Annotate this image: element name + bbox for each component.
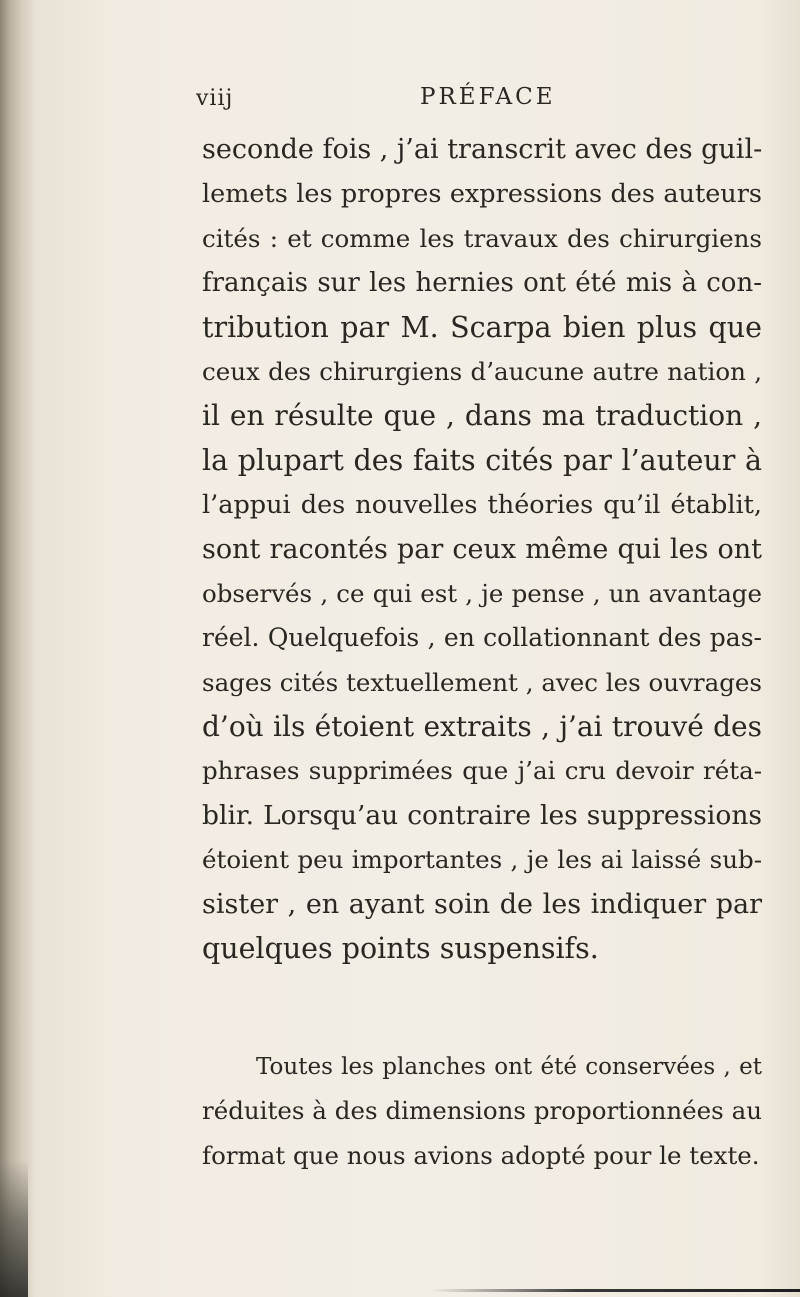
text-line: format que nous avions adopté pour le texte.	[202, 1140, 760, 1170]
page-header	[196, 84, 600, 114]
page-number: viij	[196, 86, 234, 111]
text-line: observés , ce qui est , je pense , un avantage	[202, 578, 762, 608]
text-line: réduites à des dimensions proportionnées au	[202, 1096, 762, 1126]
text-line: il en résulte que , dans ma traduction ,	[202, 399, 762, 433]
text-line: français sur les hernies ont été mis à con-	[202, 268, 762, 299]
text-line: sont racontés par ceux même qui les ont	[202, 533, 762, 565]
text-line: ceux des chirurgiens d’aucune autre nation ,	[202, 356, 762, 386]
text-line: Toutes les planches ont été conservées , et	[256, 1054, 762, 1080]
text-line: réel. Quelquefois , en collationnant des pas-	[202, 623, 762, 653]
text-line: seconde fois , j’ai transcrit avec des guil-	[202, 134, 763, 165]
page-bottom-edge	[430, 1289, 800, 1292]
text-line: d’où ils étoient extraits , j’ai trouvé des	[202, 710, 762, 744]
page-binding-shadow	[0, 0, 34, 1297]
text-line: sages cités textuellement , avec les ouvrages	[202, 667, 762, 697]
page-corner-shadow	[0, 1160, 28, 1297]
paragraph-2	[202, 1045, 762, 1178]
text-line: cités : et comme les travaux des chirurgiens	[202, 223, 762, 253]
text-line: tribution par M. Scarpa bien plus que	[202, 310, 762, 344]
text-line: l’appui des nouvelles théories qu’il établit,	[202, 490, 762, 521]
text-line: la plupart des faits cités par l’auteur à	[202, 443, 762, 477]
text-line: quelques points suspensifs.	[202, 932, 599, 966]
text-line: phrases supprimées que j’ai cru devoir réta-	[202, 756, 762, 786]
running-title: PRÉFACE	[420, 84, 556, 110]
text-line: sister , en ayant soin de les indiquer par	[202, 888, 762, 920]
text-line: lemets les propres expressions des auteurs	[202, 179, 762, 210]
text-line: blir. Lorsqu’au contraire les suppressions	[202, 799, 762, 831]
text-line: étoient peu importantes , je les ai laissé sub-	[202, 845, 762, 875]
paragraph-1	[202, 128, 762, 971]
